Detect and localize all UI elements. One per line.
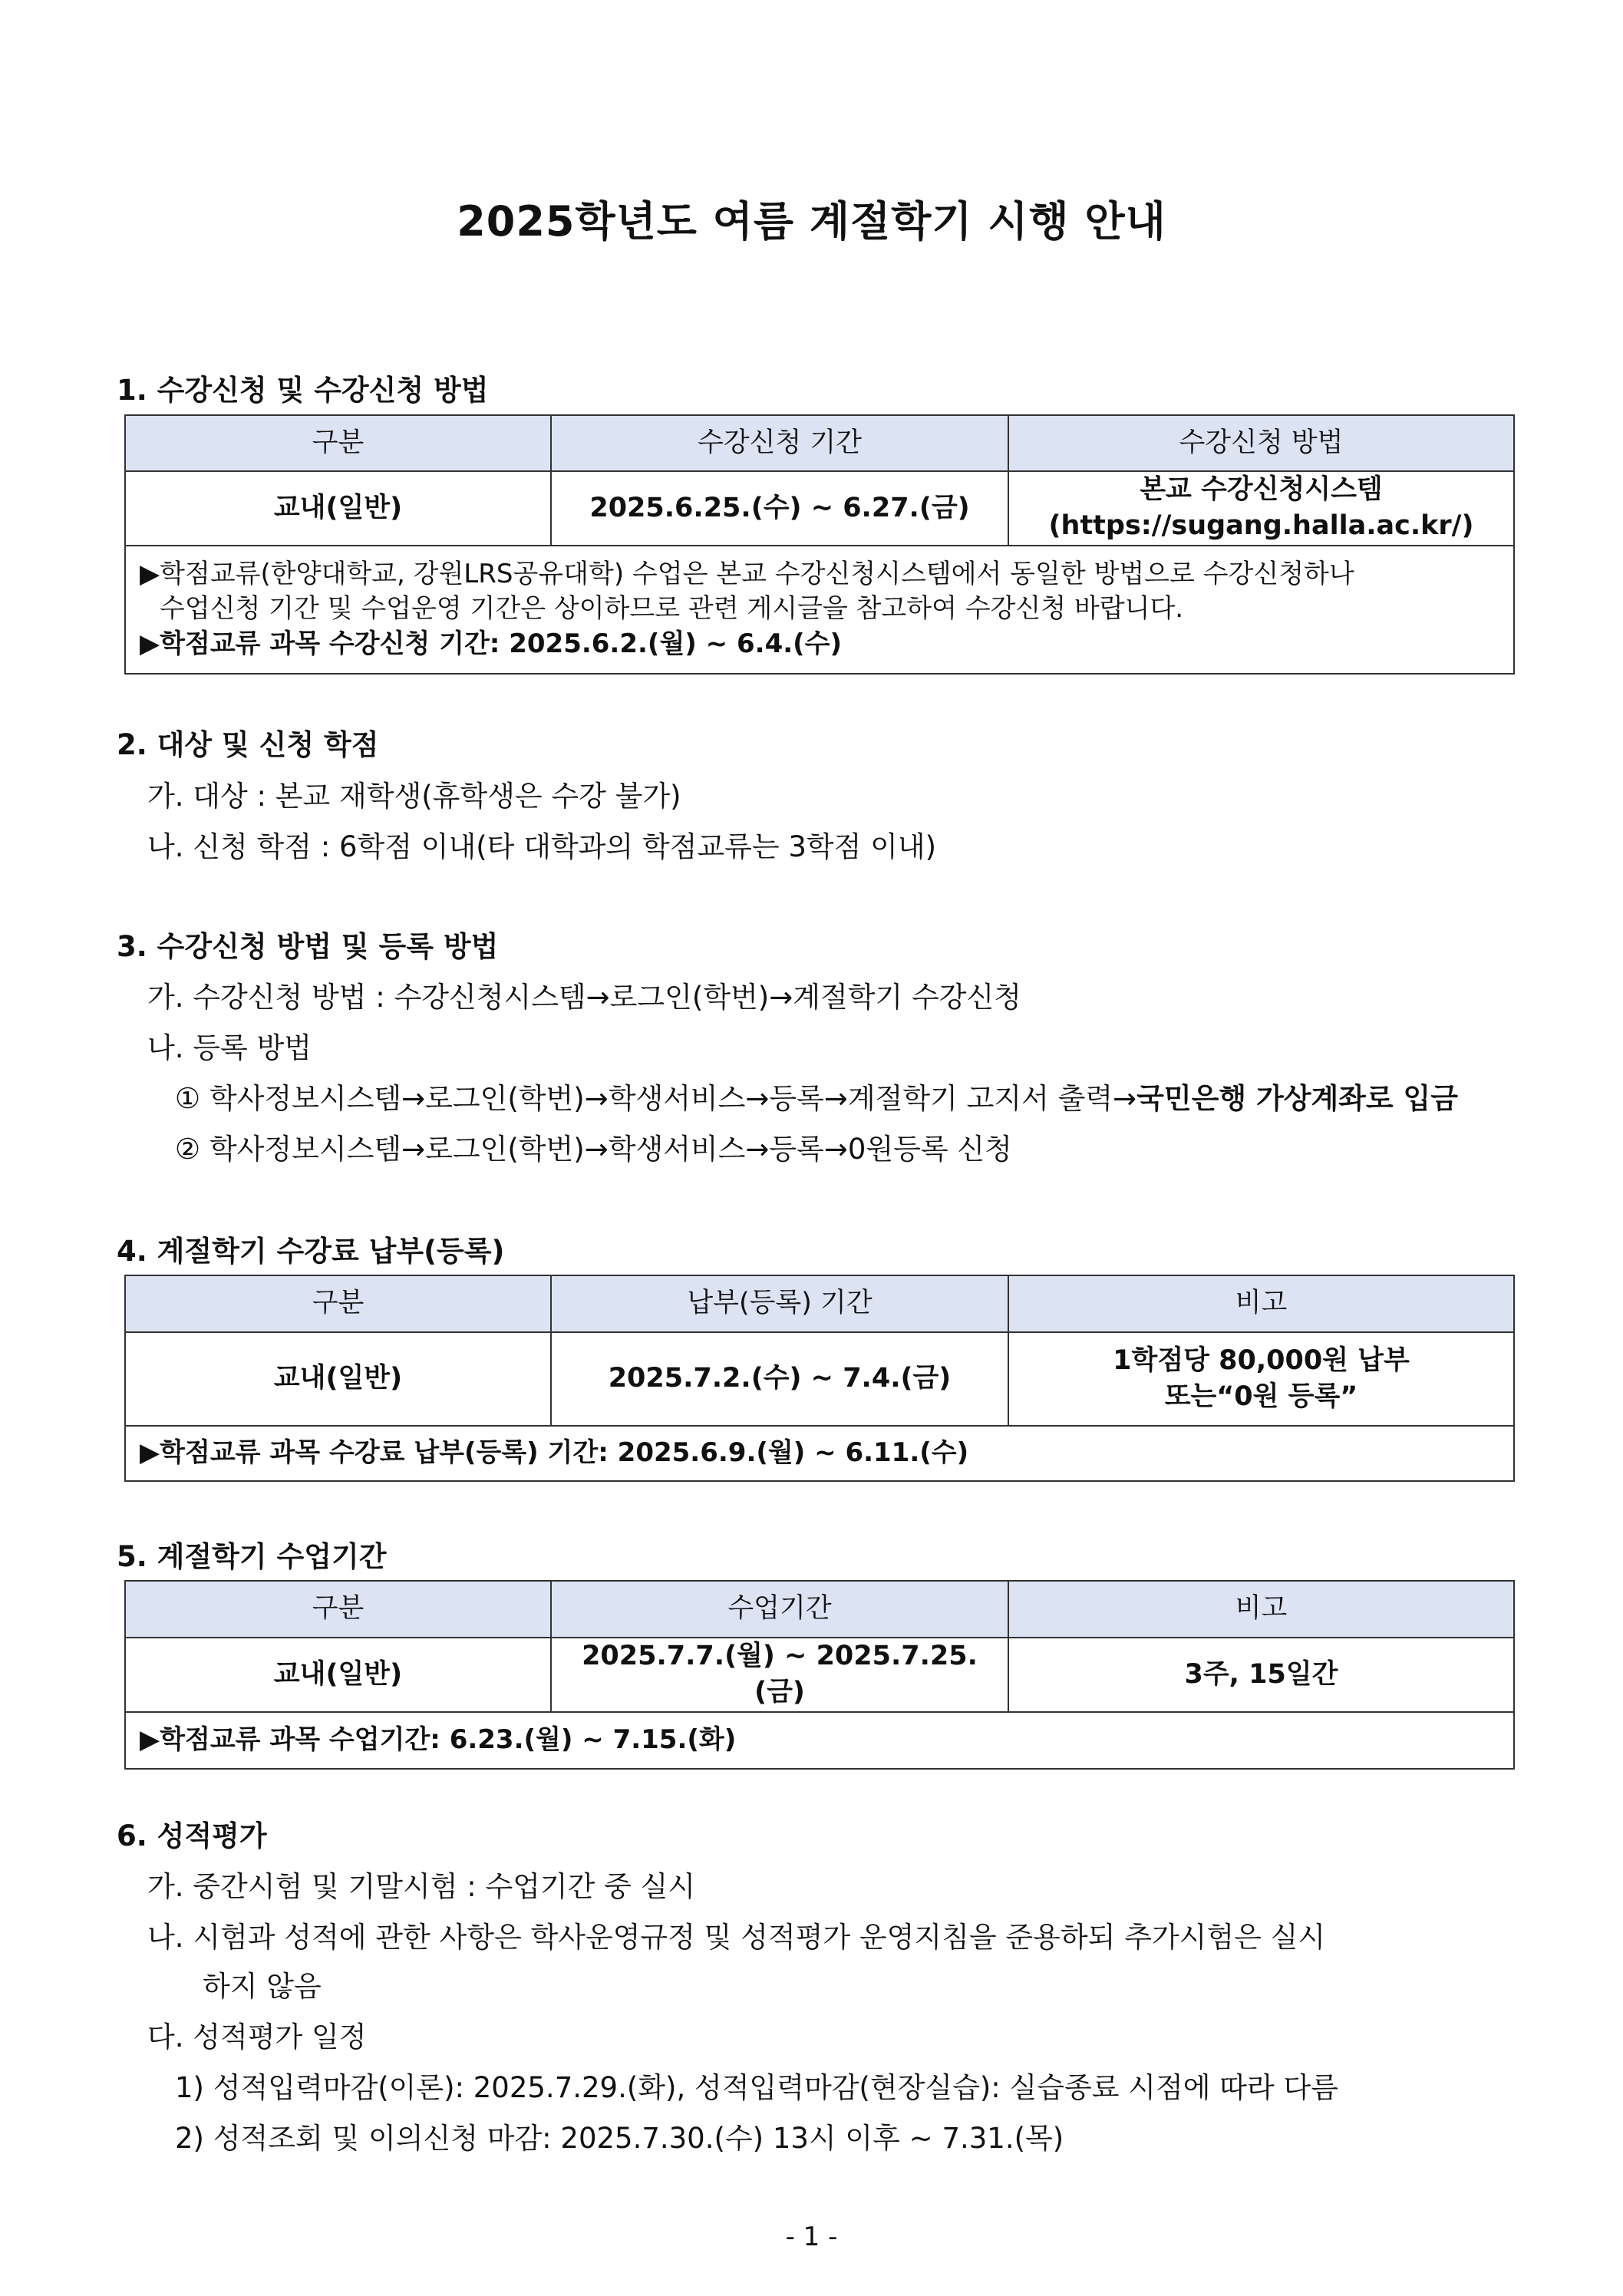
table-header: 수업기간 [551,1581,1008,1638]
table-cell-remark: 3주, 15일간 [1008,1638,1514,1712]
note-line: ▶학점교류(한양대학교, 강원LRS공유대학) 수업은 본교 수강신청시스템에서 동일한 방법으로 수강신청하나 [140,558,1354,589]
list-item: 나. 신청 학점 : 6학점 이내(타 대학과의 학점교류는 3학점 이내) [147,830,937,863]
list-item-continued: 하지 않음 [203,1970,322,2003]
list-item-step: ② 학사정보시스템→로그인(학번)→학생서비스→등록→0원등록 신청 [175,1133,1012,1166]
table-header: 수강신청 방법 [1008,415,1514,471]
list-item-sub: 1) 성적입력마감(이론): 2025.7.29.(화), 성적입력마감(현장실습): 실습종료 시점에 따라 다름 [175,2071,1338,2104]
section-2-heading: 2. 대상 및 신청 학점 [117,728,379,761]
section-6-heading: 6. 성적평가 [117,1819,267,1852]
registration-table [124,414,1515,675]
page-number: - 1 - [785,2222,838,2252]
section-1-heading: 1. 수강신청 및 수강신청 방법 [117,374,489,407]
step-emphasis: 국민은행 가상계좌로 입금 [1136,1082,1459,1115]
table-cell-type: 교내(일반) [125,1332,551,1426]
class-period-table [124,1580,1515,1770]
table-cell-type: 교내(일반) [125,471,551,546]
table-cell-remark [1008,1332,1514,1426]
table-cell-period: 2025.7.7.(월) ~ 2025.7.25.(금) [551,1638,1008,1712]
table-header: 구분 [125,1581,551,1638]
section-3-heading: 3. 수강신청 방법 및 등록 방법 [117,930,499,963]
remark-line: 1학점당 80,000원 납부 [1113,1344,1410,1376]
list-item: 가. 수강신청 방법 : 수강신청시스템→로그인(학번)→계절학기 수강신청 [147,981,1021,1014]
table-header: 비고 [1008,1275,1514,1332]
list-item: 가. 중간시험 및 기말시험 : 수업기간 중 실시 [147,1870,696,1903]
table-header: 수강신청 기간 [551,415,1008,471]
list-item: 나. 시험과 성적에 관한 사항은 학사운영규정 및 성적평가 운영지침을 준용하되 추가시험은 실시 [147,1921,1326,1954]
page-title: 2025학년도 여름 계절학기 시행 안내 [457,197,1166,246]
note-line: 수업신청 기간 및 수업운영 기간은 상이하므로 관련 게시글을 참고하여 수강신청 바랍니다. [160,593,1184,625]
table-cell-method [1008,471,1514,546]
table-header: 구분 [125,1275,551,1332]
section-5-heading: 5. 계절학기 수업기간 [117,1540,387,1573]
table-header: 구분 [125,415,551,471]
table-cell-period: 2025.7.2.(수) ~ 7.4.(금) [551,1332,1008,1426]
list-item: 다. 성적평가 일정 [147,2021,367,2054]
table-note: ▶학점교류 과목 수강료 납부(등록) 기간: 2025.6.9.(월) ~ 6.11.(수) [125,1426,1514,1481]
step-text: ① 학사정보시스템→로그인(학번)→학생서비스→등록→계절학기 고지서 출력→ [175,1082,1137,1115]
section-4-heading: 4. 계절학기 수강료 납부(등록) [117,1235,505,1268]
table-cell-period: 2025.6.25.(수) ~ 6.27.(금) [551,471,1008,546]
list-item: 나. 등록 방법 [147,1031,312,1064]
list-item-sub: 2) 성적조회 및 이의신청 마감: 2025.7.30.(수) 13시 이후 ~ 7.31.(목) [175,2122,1064,2155]
table-note [125,546,1514,675]
remark-line: 또는“0원 등록” [1164,1381,1358,1412]
table-cell-type: 교내(일반) [125,1638,551,1712]
tuition-table [124,1275,1515,1482]
table-note: ▶학점교류 과목 수업기간: 6.23.(월) ~ 7.15.(화) [125,1712,1514,1769]
note-line: ▶학점교류 과목 수강신청 기간: 2025.6.2.(월) ~ 6.4.(수) [140,628,843,660]
method-url: (https://sugang.halla.ac.kr/) [1048,510,1474,542]
list-item: 가. 대상 : 본교 재학생(휴학생은 수강 불가) [147,780,681,813]
method-line: 본교 수강신청시스템 [1140,474,1383,505]
table-header: 납부(등록) 기간 [551,1275,1008,1332]
list-item-step [175,1075,1458,1117]
table-header: 비고 [1008,1581,1514,1638]
